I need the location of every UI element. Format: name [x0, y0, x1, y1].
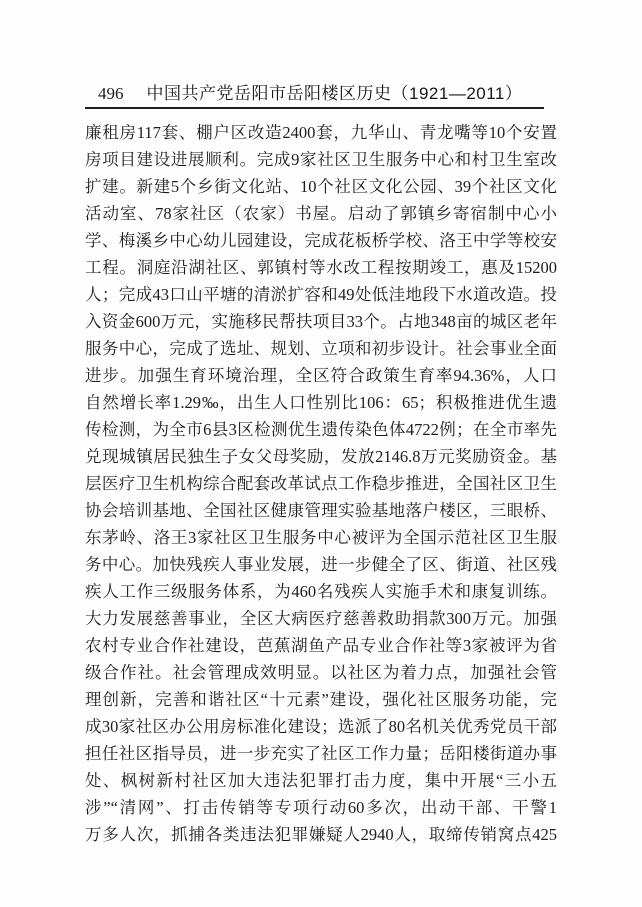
text-line: 东茅岭、洛王3家社区卫生服务中心被评为全国示范社区卫生服 — [85, 528, 557, 547]
text-line: 理创新，完善和谐社区“十元素”建设，强化社区服务功能，完 — [85, 690, 557, 709]
text-line: 自然增长率1.29‰，出生人口性别比106：65；积极推进优生遗 — [85, 393, 557, 412]
text-line: 学、梅溪乡中心幼儿园建设，完成花板桥学校、洛王中学等校安 — [85, 231, 557, 250]
text-line: 处、枫树新村社区加大违法犯罪打击力度，集中开展“三小五 — [85, 771, 557, 790]
text-line: 层医疗卫生机构综合配套改革试点工作稳步推进，全国社区卫生 — [85, 474, 557, 493]
page-number: 496 — [98, 84, 124, 103]
text-line: 兑现城镇居民独生子女父母奖励，发放2146.8万元奖励资金。基 — [85, 447, 557, 466]
text-line: 工程。洞庭沿湖社区、郭镇村等水改工程按期竣工，惠及15200 — [85, 258, 557, 277]
text-line: 协会培训基地、全国社区健康管理实验基地落户楼区，三眼桥、 — [85, 501, 557, 520]
text-line: 务中心。加快残疾人事业发展，进一步健全了区、街道、社区残 — [85, 555, 557, 574]
text-line: 传检测，为全市6县3区检测优生遗传染色体4722例；在全市率先 — [85, 420, 557, 439]
text-line: 级合作社。社会管理成效明显。以社区为着力点，加强社会管 — [85, 663, 557, 682]
text-line: 入资金600万元，实施移民帮扶项目33个。占地348亩的城区老年 — [85, 312, 557, 331]
text-line: 担任社区指导员，进一步充实了社区工作力量；岳阳楼街道办事 — [85, 744, 557, 763]
text-line: 涉”“清网”、打击传销等专项行动60多次，出动干部、干警1 — [85, 798, 557, 817]
text-line: 进步。加强生育环境治理，全区符合政策生育率94.36%，人口 — [85, 366, 557, 385]
book-title: 中国共产党岳阳市岳阳楼区历史（1921—2011） — [146, 84, 523, 103]
text-line: 疾人工作三级服务体系，为460名残疾人实施手术和康复训练。 — [85, 582, 557, 601]
text-line: 服务中心，完成了选址、规划、立项和初步设计。社会事业全面 — [85, 339, 557, 358]
body-text-block — [85, 119, 557, 848]
text-line: 人；完成43口山平塘的清淤扩容和49处低洼地段下水道改造。投 — [85, 285, 557, 304]
text-line: 大力发展慈善事业，全区大病医疗慈善救助捐款300万元。加强 — [85, 609, 557, 628]
text-line: 廉租房117套、棚户区改造2400套，九华山、青龙嘴等10个安置 — [85, 123, 557, 142]
text-line: 成30家社区办公用房标准化建设；选派了80名机关优秀党员干部 — [85, 717, 557, 736]
page-header — [98, 79, 548, 104]
text-line: 房项目建设进展顺利。完成9家社区卫生服务中心和村卫生室改 — [85, 150, 557, 169]
text-line: 活动室、78家社区（农家）书屋。启动了郭镇乡寄宿制中心小 — [85, 204, 557, 223]
text-line: 农村专业合作社建设，芭蕉湖鱼产品专业合作社等3家被评为省 — [85, 636, 557, 655]
text-line: 万多人次，抓捕各类违法犯罪嫌疑人2940人，取缔传销窝点425 — [85, 825, 557, 844]
text-line: 扩建。新建5个乡街文化站、10个社区文化公园、39个社区文化 — [85, 177, 557, 196]
header-rule — [85, 107, 544, 109]
